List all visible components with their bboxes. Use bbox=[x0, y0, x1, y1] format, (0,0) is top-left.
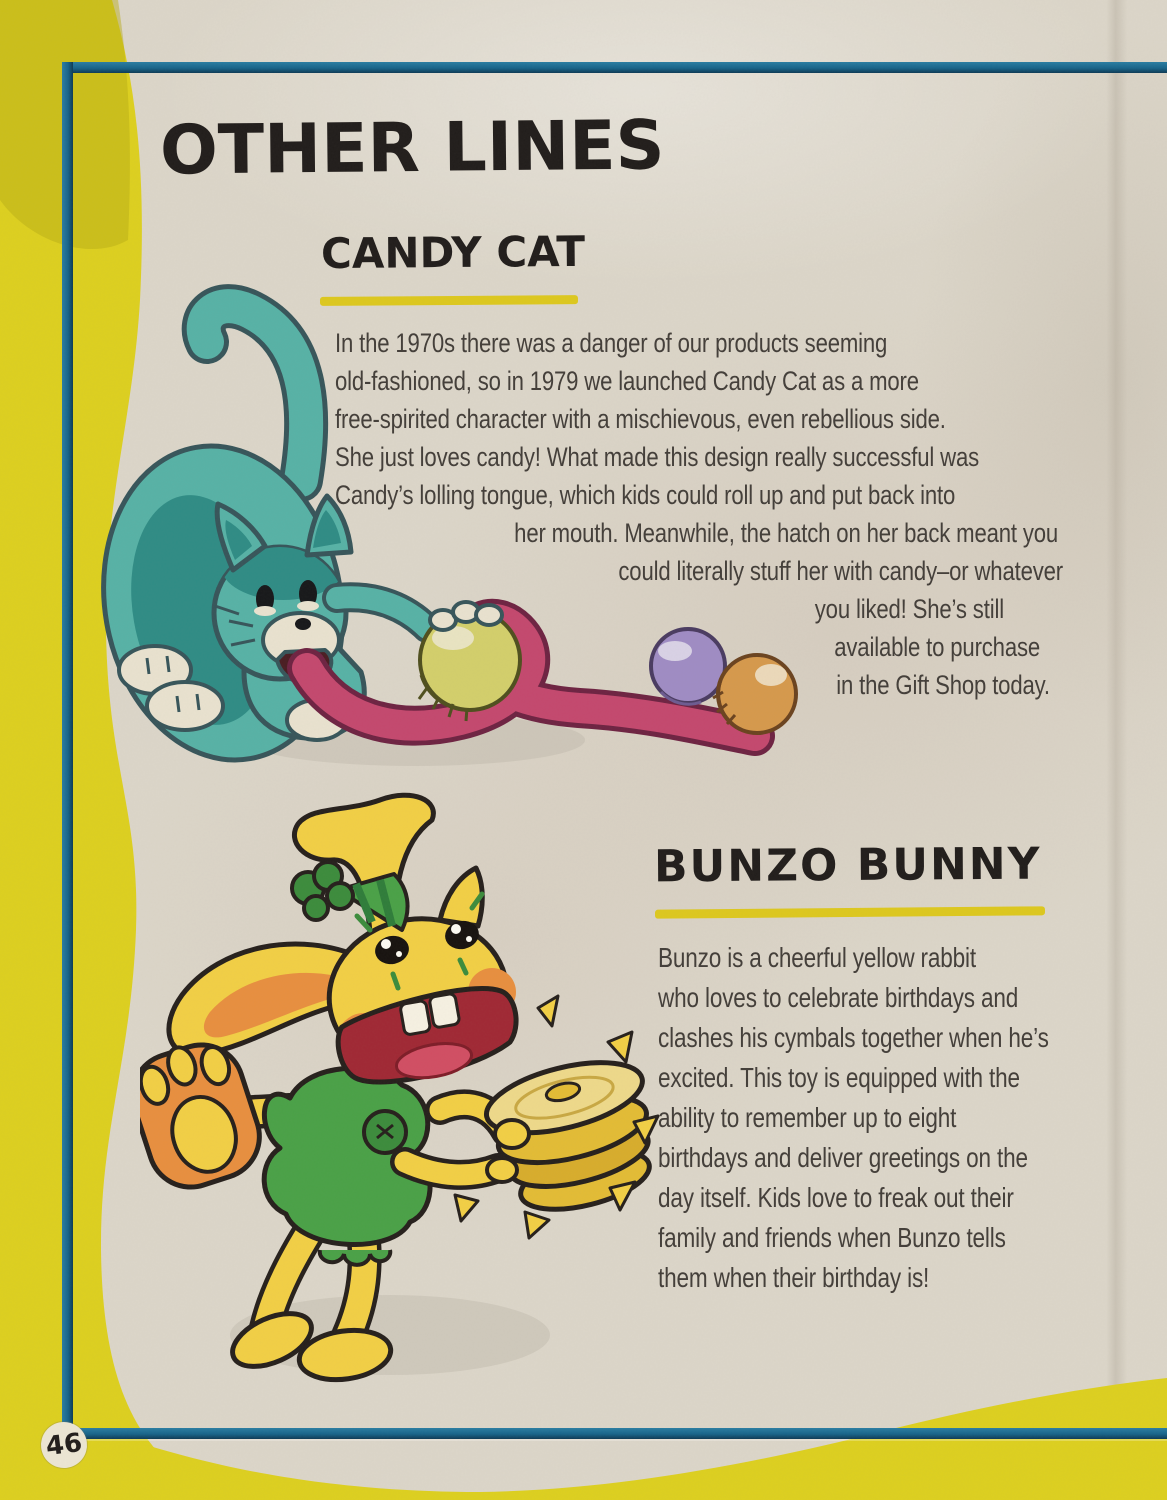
frame-border-left bbox=[62, 62, 73, 1439]
bunzo-foot-pad bbox=[140, 1031, 270, 1198]
bunzo-bunny-heading: BUNZO BUNNY bbox=[653, 838, 1042, 893]
paragraph-line: available to purchase bbox=[834, 632, 1041, 662]
bunzo-right-ear bbox=[440, 868, 482, 926]
paragraph-line: ability to remember up to eight bbox=[658, 1102, 957, 1133]
bunzo-hand bbox=[495, 1120, 529, 1148]
paragraph-line: She just loves candy! What made this design really successful was bbox=[335, 442, 980, 472]
paragraph-line: birthdays and deliver greetings on the bbox=[658, 1142, 1028, 1173]
bunzo-hand-2 bbox=[487, 1158, 517, 1182]
paragraph-line: could literally stuff her with candy–or whatever bbox=[618, 556, 1063, 586]
candy-cat-paragraph bbox=[335, 324, 1063, 704]
page-title: OTHER LINES bbox=[159, 106, 665, 191]
paragraph-line: excited. This toy is equipped with the bbox=[658, 1062, 1020, 1093]
paragraph-line: her mouth. Meanwhile, the hatch on her back meant you bbox=[514, 518, 1059, 548]
paragraph-line: who loves to celebrate birthdays and bbox=[658, 982, 1019, 1013]
paragraph-line: free-spirited character with a mischievous, even rebellious side. bbox=[335, 404, 946, 434]
frame-border-bottom bbox=[62, 1428, 1167, 1439]
paragraph-line: in the Gift Shop today. bbox=[836, 670, 1050, 700]
paragraph-line: family and friends when Bunzo tells bbox=[658, 1222, 1006, 1253]
candy-cat-underline bbox=[320, 295, 578, 306]
page-number: 46 bbox=[44, 1427, 84, 1463]
paragraph-line: them when their birthday is! bbox=[658, 1262, 930, 1293]
paragraph-line: old-fashioned, so in 1979 we launched Candy Cat as a more bbox=[335, 366, 919, 396]
cat-nose bbox=[295, 618, 311, 630]
bunzo-hair-tuft bbox=[292, 862, 353, 920]
paragraph-line: Bunzo is a cheerful yellow rabbit bbox=[658, 942, 976, 973]
paragraph-line: you liked! She’s still bbox=[814, 594, 1004, 624]
bunzo-bunny-paragraph bbox=[658, 938, 1090, 1298]
paragraph-line: clashes his cymbals together when he’s bbox=[658, 1022, 1049, 1053]
frame-border-top bbox=[62, 62, 1167, 73]
paragraph-line: In the 1970s there was a danger of our products seeming bbox=[335, 328, 888, 358]
candy-cat-heading: CANDY CAT bbox=[320, 226, 586, 279]
paragraph-line: Candy’s lolling tongue, which kids could roll up and put back into bbox=[335, 480, 956, 510]
bunzo-bunny-illustration bbox=[140, 780, 700, 1420]
paragraph-line: day itself. Kids love to freak out their bbox=[658, 1182, 1014, 1213]
